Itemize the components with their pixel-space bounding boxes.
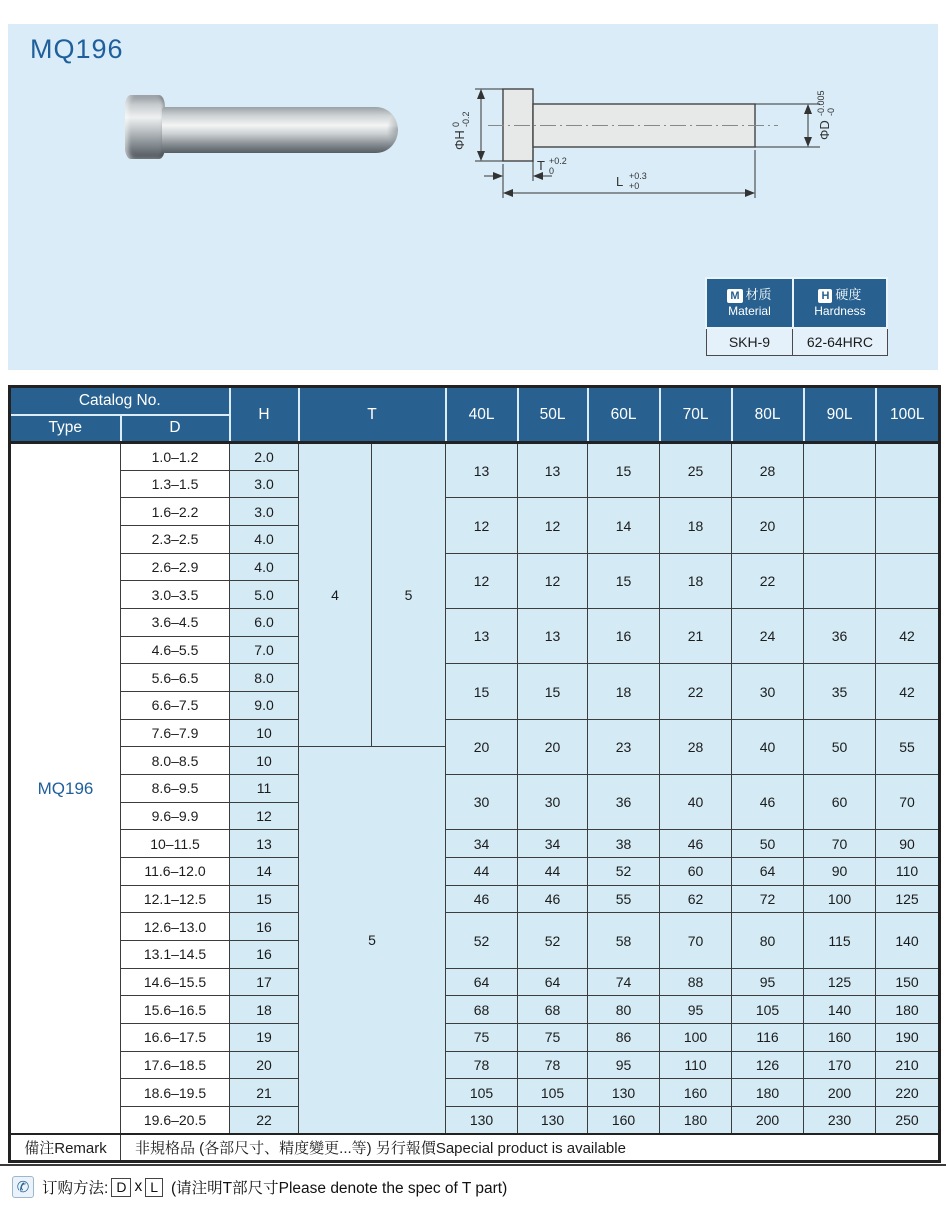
h-cell: 20 <box>230 1051 299 1079</box>
price-cell-60L: 14 <box>588 498 660 553</box>
price-cell-50L: 64 <box>518 968 588 996</box>
price-cell-90L: 140 <box>804 996 876 1024</box>
price-cell-70L: 60 <box>660 858 732 886</box>
price-cell-50L: 46 <box>518 885 588 913</box>
price-cell-70L: 18 <box>660 498 732 553</box>
price-cell-100L: 90 <box>876 830 940 858</box>
price-cell-40L: 13 <box>446 609 518 664</box>
material-header: M 材质 Material <box>706 278 793 328</box>
h-cell: 17 <box>230 968 299 996</box>
table-row <box>10 996 940 1024</box>
d-cell: 19.6–20.5 <box>121 1107 230 1135</box>
price-cell-50L: 13 <box>518 443 588 498</box>
d-cell: 14.6–15.5 <box>121 968 230 996</box>
price-cell-60L: 95 <box>588 1051 660 1079</box>
price-cell-40L: 64 <box>446 968 518 996</box>
price-cell-100L <box>876 553 940 608</box>
header-length-70L: 70L <box>660 387 732 443</box>
price-cell-40L: 52 <box>446 913 518 968</box>
header-h: H <box>230 387 299 443</box>
price-cell-60L: 15 <box>588 553 660 608</box>
remark-label: 備注Remark <box>10 1134 121 1161</box>
h-cell: 3.0 <box>230 470 299 498</box>
price-cell-90L <box>804 498 876 553</box>
price-cell-100L: 250 <box>876 1107 940 1135</box>
price-cell-70L: 28 <box>660 719 732 774</box>
h-cell: 21 <box>230 1079 299 1107</box>
table-row <box>10 775 940 803</box>
h-cell: 4.0 <box>230 526 299 554</box>
pin-shaft <box>162 107 398 153</box>
h-cell: 22 <box>230 1107 299 1135</box>
price-cell-100L: 125 <box>876 885 940 913</box>
price-cell-50L: 15 <box>518 664 588 719</box>
price-cell-60L: 130 <box>588 1079 660 1107</box>
t-cell-merged: 5 <box>299 747 446 1134</box>
h-cell: 8.0 <box>230 664 299 692</box>
d-box: D <box>111 1178 131 1197</box>
price-cell-90L: 170 <box>804 1051 876 1079</box>
svg-text:ΦH: ΦH <box>452 130 467 150</box>
header-length-60L: 60L <box>588 387 660 443</box>
order-note-prefix: 订购方法: <box>42 1180 109 1197</box>
d-cell: 6.6–7.5 <box>121 692 230 720</box>
d-cell: 8.0–8.5 <box>121 747 230 775</box>
type-cell: MQ196 <box>10 443 121 1135</box>
price-cell-40L: 12 <box>446 498 518 553</box>
price-cell-40L: 44 <box>446 858 518 886</box>
price-cell-50L: 105 <box>518 1079 588 1107</box>
d-cell: 1.3–1.5 <box>121 470 230 498</box>
price-cell-80L: 24 <box>732 609 804 664</box>
svg-text:-0: -0 <box>826 107 836 116</box>
price-cell-50L: 30 <box>518 775 588 830</box>
price-cell-70L: 40 <box>660 775 732 830</box>
d-cell: 17.6–18.5 <box>121 1051 230 1079</box>
price-cell-40L: 30 <box>446 775 518 830</box>
header-length-40L: 40L <box>446 387 518 443</box>
d-cell: 1.0–1.2 <box>121 443 230 471</box>
price-cell-100L: 55 <box>876 719 940 774</box>
price-cell-60L: 36 <box>588 775 660 830</box>
h-cell: 18 <box>230 996 299 1024</box>
h-cell: 7.0 <box>230 636 299 664</box>
price-cell-50L: 68 <box>518 996 588 1024</box>
price-cell-60L: 160 <box>588 1107 660 1135</box>
price-cell-50L: 12 <box>518 553 588 608</box>
price-cell-50L: 75 <box>518 1024 588 1052</box>
price-cell-50L: 52 <box>518 913 588 968</box>
svg-text:0: 0 <box>549 166 555 176</box>
price-cell-90L <box>804 443 876 498</box>
price-cell-70L: 25 <box>660 443 732 498</box>
price-cell-40L: 46 <box>446 885 518 913</box>
price-cell-70L: 21 <box>660 609 732 664</box>
header-t: T <box>299 387 446 443</box>
price-cell-90L: 100 <box>804 885 876 913</box>
d-cell: 12.6–13.0 <box>121 913 230 941</box>
price-cell-70L: 160 <box>660 1079 732 1107</box>
d-cell: 11.6–12.0 <box>121 858 230 886</box>
price-cell-70L: 62 <box>660 885 732 913</box>
technical-drawing-svg <box>448 78 946 223</box>
price-cell-70L: 180 <box>660 1107 732 1135</box>
table-row <box>10 609 940 637</box>
price-cell-40L: 15 <box>446 664 518 719</box>
svg-text:0: 0 <box>451 121 461 127</box>
h-cell: 15 <box>230 885 299 913</box>
price-cell-40L: 105 <box>446 1079 518 1107</box>
table-row <box>10 1107 940 1135</box>
h-cell: 14 <box>230 858 299 886</box>
svg-text:+0.3: +0.3 <box>629 171 647 181</box>
d-cell: 18.6–19.5 <box>121 1079 230 1107</box>
price-cell-70L: 22 <box>660 664 732 719</box>
price-cell-50L: 130 <box>518 1107 588 1135</box>
price-cell-100L: 110 <box>876 858 940 886</box>
price-cell-100L: 140 <box>876 913 940 968</box>
price-cell-80L: 22 <box>732 553 804 608</box>
remark-text: 非規格品 (各部尺寸、精度變更...等) 另行報價Sapecial product is available <box>121 1134 940 1161</box>
phone-icon: ✆ <box>12 1176 34 1198</box>
price-cell-60L: 52 <box>588 858 660 886</box>
price-cell-60L: 16 <box>588 609 660 664</box>
price-cell-70L: 88 <box>660 968 732 996</box>
d-cell: 2.6–2.9 <box>121 553 230 581</box>
h-cell: 12 <box>230 802 299 830</box>
d-cell: 13.1–14.5 <box>121 941 230 969</box>
price-cell-50L: 12 <box>518 498 588 553</box>
h-cell: 5.0 <box>230 581 299 609</box>
price-cell-100L: 190 <box>876 1024 940 1052</box>
table-row <box>10 664 940 692</box>
price-cell-40L: 13 <box>446 443 518 498</box>
page-title: MQ196 <box>30 34 124 64</box>
hardness-badge: H <box>818 289 832 303</box>
price-cell-80L: 95 <box>732 968 804 996</box>
header-length-90L: 90L <box>804 387 876 443</box>
h-cell: 9.0 <box>230 692 299 720</box>
price-cell-90L: 125 <box>804 968 876 996</box>
d-cell: 8.6–9.5 <box>121 775 230 803</box>
price-cell-80L: 40 <box>732 719 804 774</box>
price-cell-50L: 78 <box>518 1051 588 1079</box>
price-cell-100L <box>876 498 940 553</box>
d-cell: 3.0–3.5 <box>121 581 230 609</box>
table-row <box>10 1024 940 1052</box>
header-length-80L: 80L <box>732 387 804 443</box>
price-cell-90L: 50 <box>804 719 876 774</box>
price-cell-40L: 130 <box>446 1107 518 1135</box>
d-cell: 4.6–5.5 <box>121 636 230 664</box>
price-cell-90L: 160 <box>804 1024 876 1052</box>
price-cell-40L: 34 <box>446 830 518 858</box>
header-length-100L: 100L <box>876 387 940 443</box>
price-cell-80L: 200 <box>732 1107 804 1135</box>
x-separator: x <box>134 1178 143 1195</box>
price-cell-90L: 70 <box>804 830 876 858</box>
h-cell: 13 <box>230 830 299 858</box>
svg-text:+0.2: +0.2 <box>549 156 567 166</box>
price-cell-60L: 86 <box>588 1024 660 1052</box>
table-row <box>10 443 940 471</box>
price-cell-70L: 95 <box>660 996 732 1024</box>
h-cell: 4.0 <box>230 553 299 581</box>
svg-text:T: T <box>537 158 545 173</box>
price-cell-60L: 74 <box>588 968 660 996</box>
t-cell-right: 5 <box>372 443 446 747</box>
price-cell-90L: 90 <box>804 858 876 886</box>
pin-head <box>125 95 165 159</box>
price-cell-90L: 115 <box>804 913 876 968</box>
svg-text:+0: +0 <box>629 181 640 191</box>
price-cell-70L: 46 <box>660 830 732 858</box>
price-cell-70L: 100 <box>660 1024 732 1052</box>
hardness-header: H 硬度 Hardness <box>793 278 887 328</box>
table-row <box>10 1079 940 1107</box>
separator-rule <box>0 1164 946 1166</box>
price-cell-70L: 18 <box>660 553 732 608</box>
d-cell: 7.6–7.9 <box>121 719 230 747</box>
h-cell: 16 <box>230 913 299 941</box>
svg-text:L: L <box>616 174 624 189</box>
price-cell-80L: 28 <box>732 443 804 498</box>
d-cell: 3.6–4.5 <box>121 609 230 637</box>
price-cell-50L: 34 <box>518 830 588 858</box>
price-cell-90L: 200 <box>804 1079 876 1107</box>
h-cell: 2.0 <box>230 443 299 471</box>
svg-text:-0.2: -0.2 <box>461 111 471 127</box>
price-cell-80L: 64 <box>732 858 804 886</box>
hardness-value: 62-64HRC <box>793 328 887 356</box>
d-cell: 5.6–6.5 <box>121 664 230 692</box>
price-cell-100L: 210 <box>876 1051 940 1079</box>
h-cell: 10 <box>230 719 299 747</box>
header-catalog-no: Catalog No. <box>10 387 230 415</box>
price-cell-90L <box>804 553 876 608</box>
price-cell-80L: 126 <box>732 1051 804 1079</box>
price-cell-80L: 72 <box>732 885 804 913</box>
table-row <box>10 913 940 941</box>
price-cell-40L: 68 <box>446 996 518 1024</box>
table-row <box>10 830 940 858</box>
header-type: Type <box>10 415 121 443</box>
price-cell-80L: 116 <box>732 1024 804 1052</box>
dim-h-label <box>451 111 471 150</box>
dim-d-label <box>816 90 836 140</box>
remark-row <box>10 1134 940 1161</box>
price-cell-90L: 60 <box>804 775 876 830</box>
price-cell-60L: 15 <box>588 443 660 498</box>
price-cell-80L: 30 <box>732 664 804 719</box>
table-row <box>10 858 940 886</box>
price-cell-100L: 180 <box>876 996 940 1024</box>
l-box: L <box>145 1178 163 1197</box>
price-cell-80L: 20 <box>732 498 804 553</box>
price-cell-60L: 38 <box>588 830 660 858</box>
price-cell-80L: 180 <box>732 1079 804 1107</box>
h-cell: 16 <box>230 941 299 969</box>
t-cell-left: 4 <box>299 443 372 747</box>
price-cell-40L: 12 <box>446 553 518 608</box>
table-row <box>10 1051 940 1079</box>
price-cell-80L: 80 <box>732 913 804 968</box>
d-cell: 9.6–9.9 <box>121 802 230 830</box>
price-cell-100L: 42 <box>876 664 940 719</box>
price-cell-40L: 78 <box>446 1051 518 1079</box>
table-row <box>10 719 940 747</box>
price-cell-60L: 58 <box>588 913 660 968</box>
price-cell-70L: 110 <box>660 1051 732 1079</box>
header-length-50L: 50L <box>518 387 588 443</box>
material-badge: M <box>727 289 742 303</box>
price-cell-60L: 80 <box>588 996 660 1024</box>
d-cell: 1.6–2.2 <box>121 498 230 526</box>
d-cell: 2.3–2.5 <box>121 526 230 554</box>
price-cell-90L: 35 <box>804 664 876 719</box>
price-cell-60L: 23 <box>588 719 660 774</box>
price-cell-40L: 75 <box>446 1024 518 1052</box>
price-cell-50L: 20 <box>518 719 588 774</box>
price-cell-80L: 46 <box>732 775 804 830</box>
top-panel <box>8 24 938 370</box>
material-hardness-table <box>705 277 888 356</box>
order-note-suffix: (请注明T部尺寸Please denote the spec of T part) <box>170 1180 508 1197</box>
h-cell: 3.0 <box>230 498 299 526</box>
header-d: D <box>121 415 230 443</box>
d-cell: 12.1–12.5 <box>121 885 230 913</box>
price-cell-100L: 42 <box>876 609 940 664</box>
price-cell-70L: 70 <box>660 913 732 968</box>
price-cell-50L: 13 <box>518 609 588 664</box>
h-cell: 11 <box>230 775 299 803</box>
table-row <box>10 553 940 581</box>
price-cell-90L: 36 <box>804 609 876 664</box>
d-cell: 16.6–17.5 <box>121 1024 230 1052</box>
h-cell: 6.0 <box>230 609 299 637</box>
d-cell: 10–11.5 <box>121 830 230 858</box>
h-cell: 10 <box>230 747 299 775</box>
table-row <box>10 498 940 526</box>
price-cell-80L: 50 <box>732 830 804 858</box>
price-cell-100L: 70 <box>876 775 940 830</box>
price-cell-80L: 105 <box>732 996 804 1024</box>
price-cell-60L: 55 <box>588 885 660 913</box>
price-cell-50L: 44 <box>518 858 588 886</box>
price-cell-100L: 150 <box>876 968 940 996</box>
dim-l-label <box>616 171 647 191</box>
table-row <box>10 885 940 913</box>
price-cell-100L: 220 <box>876 1079 940 1107</box>
price-cell-100L <box>876 443 940 498</box>
price-cell-90L: 230 <box>804 1107 876 1135</box>
price-cell-60L: 18 <box>588 664 660 719</box>
price-cell-40L: 20 <box>446 719 518 774</box>
catalog-table <box>8 385 941 1163</box>
table-row <box>10 968 940 996</box>
material-value: SKH-9 <box>706 328 793 356</box>
svg-text:-0.005: -0.005 <box>816 90 826 116</box>
d-cell: 15.6–16.5 <box>121 996 230 1024</box>
dim-t-label <box>537 156 567 176</box>
order-note <box>12 1174 507 1200</box>
h-cell: 19 <box>230 1024 299 1052</box>
svg-text:ΦD: ΦD <box>817 120 832 140</box>
